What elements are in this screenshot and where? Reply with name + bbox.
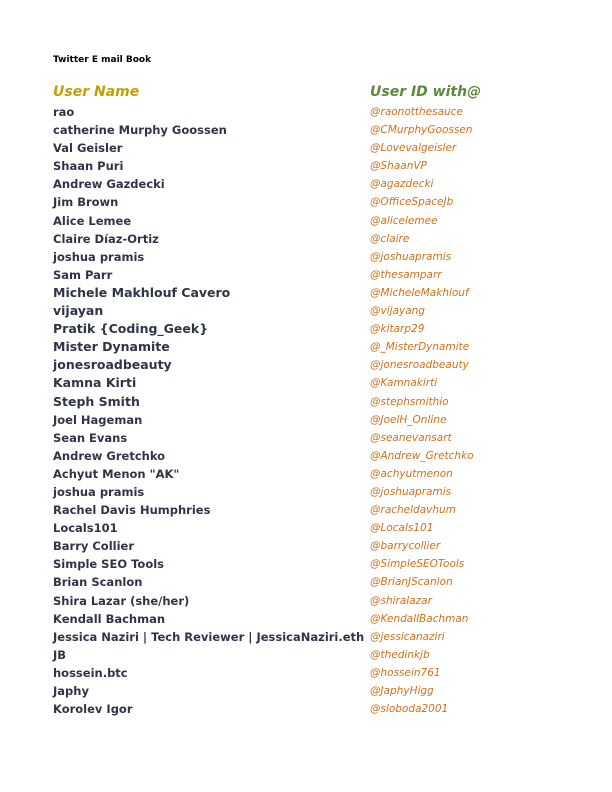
user-name: Sean Evans bbox=[53, 430, 128, 445]
user-name: Pratik {Coding_Geek} bbox=[53, 321, 209, 337]
list-item bbox=[53, 121, 573, 139]
column-header-user-id: User ID with@ bbox=[370, 84, 482, 100]
list-item bbox=[53, 646, 573, 664]
user-id: @shiralazar bbox=[370, 594, 432, 607]
list-item bbox=[53, 157, 573, 175]
list-item bbox=[53, 628, 573, 646]
column-header-user-name: User Name bbox=[53, 84, 140, 100]
user-name: Mister Dynamite bbox=[53, 339, 170, 355]
list-item bbox=[53, 555, 573, 573]
user-name: Brian Scanlon bbox=[53, 575, 143, 590]
list-item bbox=[53, 248, 573, 266]
user-id: @jessicanaziri bbox=[370, 630, 445, 643]
user-id: @JoelH_Online bbox=[370, 413, 447, 426]
document-title: Twitter E mail Book bbox=[53, 55, 152, 65]
user-id: @claire bbox=[370, 232, 410, 245]
list-item bbox=[53, 573, 573, 591]
user-list bbox=[53, 103, 573, 718]
list-item bbox=[53, 320, 573, 338]
list-item bbox=[53, 501, 573, 519]
list-item bbox=[53, 610, 573, 628]
user-name: Joel Hageman bbox=[53, 412, 143, 427]
list-item bbox=[53, 374, 573, 392]
user-name: Shira Lazar (she/her) bbox=[53, 593, 190, 608]
user-name: JB bbox=[53, 647, 67, 662]
list-item bbox=[53, 230, 573, 248]
list-item bbox=[53, 139, 573, 157]
list-item bbox=[53, 700, 573, 718]
user-name: hossein.btc bbox=[53, 665, 128, 680]
user-id: @hossein761 bbox=[370, 666, 441, 679]
user-id: @_MisterDynamite bbox=[370, 341, 470, 354]
user-id: @agazdecki bbox=[370, 178, 434, 191]
user-id: @raonotthesauce bbox=[370, 106, 463, 118]
user-id: @BrianJScanlon bbox=[370, 576, 453, 589]
user-name: Locals101 bbox=[53, 521, 118, 536]
user-id: @jonesroadbeauty bbox=[370, 359, 469, 372]
user-id: @KendallBachman bbox=[370, 612, 469, 625]
user-id: @thedinkjb bbox=[370, 648, 430, 661]
user-id: @OfficeSpaceJb bbox=[370, 196, 454, 209]
list-item bbox=[53, 212, 573, 230]
user-id: @racheldavhum bbox=[370, 504, 456, 517]
user-id: @joshuapramis bbox=[370, 250, 452, 263]
user-name: Alice Lemee bbox=[53, 213, 132, 228]
user-id: @barrycollier bbox=[370, 540, 441, 553]
user-name: Achyut Menon "AK" bbox=[53, 466, 180, 481]
user-id: @vijayang bbox=[370, 305, 425, 318]
user-id: @ShaanVP bbox=[370, 160, 427, 173]
user-name: Steph Smith bbox=[53, 393, 140, 409]
user-name: Simple SEO Tools bbox=[53, 557, 165, 572]
user-name: Kamna Kirti bbox=[53, 375, 137, 391]
list-item bbox=[53, 338, 573, 356]
user-name: Shaan Puri bbox=[53, 159, 124, 174]
user-id: @achyutmenon bbox=[370, 467, 453, 480]
user-name: Japhy bbox=[53, 684, 89, 698]
user-id: @Kamnakirti bbox=[370, 377, 438, 390]
list-item bbox=[53, 519, 573, 537]
list-item bbox=[53, 302, 573, 320]
user-id: @MicheleMakhlouf bbox=[370, 286, 469, 299]
user-name: Sam Parr bbox=[53, 267, 113, 282]
user-name: Jim Brown bbox=[53, 195, 119, 210]
user-name: Val Geisler bbox=[53, 141, 123, 156]
user-name: jonesroadbeauty bbox=[53, 357, 172, 373]
user-id: @Andrew_Gretchko bbox=[370, 449, 474, 462]
list-item bbox=[53, 465, 573, 483]
user-id: @Locals101 bbox=[370, 522, 434, 535]
user-name: Andrew Gazdecki bbox=[53, 177, 165, 192]
list-item bbox=[53, 393, 573, 411]
user-id: @thesamparr bbox=[370, 268, 442, 281]
list-item bbox=[53, 193, 573, 211]
list-item bbox=[53, 447, 573, 465]
list-item bbox=[53, 284, 573, 302]
user-name: rao bbox=[53, 105, 75, 119]
user-id: @CMurphyGoossen bbox=[370, 124, 473, 137]
user-name: Rachel Davis Humphries bbox=[53, 503, 211, 518]
list-item bbox=[53, 592, 573, 610]
user-id: @joshuapramis bbox=[370, 485, 452, 498]
list-item bbox=[53, 682, 573, 700]
list-item bbox=[53, 483, 573, 501]
user-id: @alicelemee bbox=[370, 214, 438, 227]
user-name: Andrew Gretchko bbox=[53, 448, 166, 463]
user-name: Korolev Igor bbox=[53, 702, 133, 717]
user-name: vijayan bbox=[53, 303, 104, 319]
user-name: Kendall Bachman bbox=[53, 611, 166, 626]
user-name: joshua pramis bbox=[53, 249, 145, 264]
list-item bbox=[53, 411, 573, 429]
user-name: Michele Makhlouf Cavero bbox=[53, 284, 231, 300]
user-name: Barry Collier bbox=[53, 539, 135, 554]
list-item bbox=[53, 356, 573, 374]
list-item bbox=[53, 537, 573, 555]
list-item bbox=[53, 103, 573, 121]
list-item bbox=[53, 266, 573, 284]
user-id: @SimpleSEOTools bbox=[370, 558, 465, 571]
user-id: @seanevansart bbox=[370, 431, 452, 444]
user-id: @sloboda2001 bbox=[370, 703, 449, 716]
list-item bbox=[53, 175, 573, 193]
list-item bbox=[53, 429, 573, 447]
user-id: @stephsmithio bbox=[370, 395, 449, 408]
user-id: @kitarp29 bbox=[370, 323, 425, 336]
user-name: catherine Murphy Goossen bbox=[53, 123, 227, 138]
user-id: @Lovevalgeisler bbox=[370, 142, 457, 155]
user-name: joshua pramis bbox=[53, 484, 145, 499]
user-name: Jessica Naziri | Tech Reviewer | JessicaNaziri.eth bbox=[53, 629, 365, 644]
list-item bbox=[53, 664, 573, 682]
user-id: @JaphyHigg bbox=[370, 685, 434, 697]
user-name: Claire Díaz-Ortiz bbox=[53, 231, 159, 246]
